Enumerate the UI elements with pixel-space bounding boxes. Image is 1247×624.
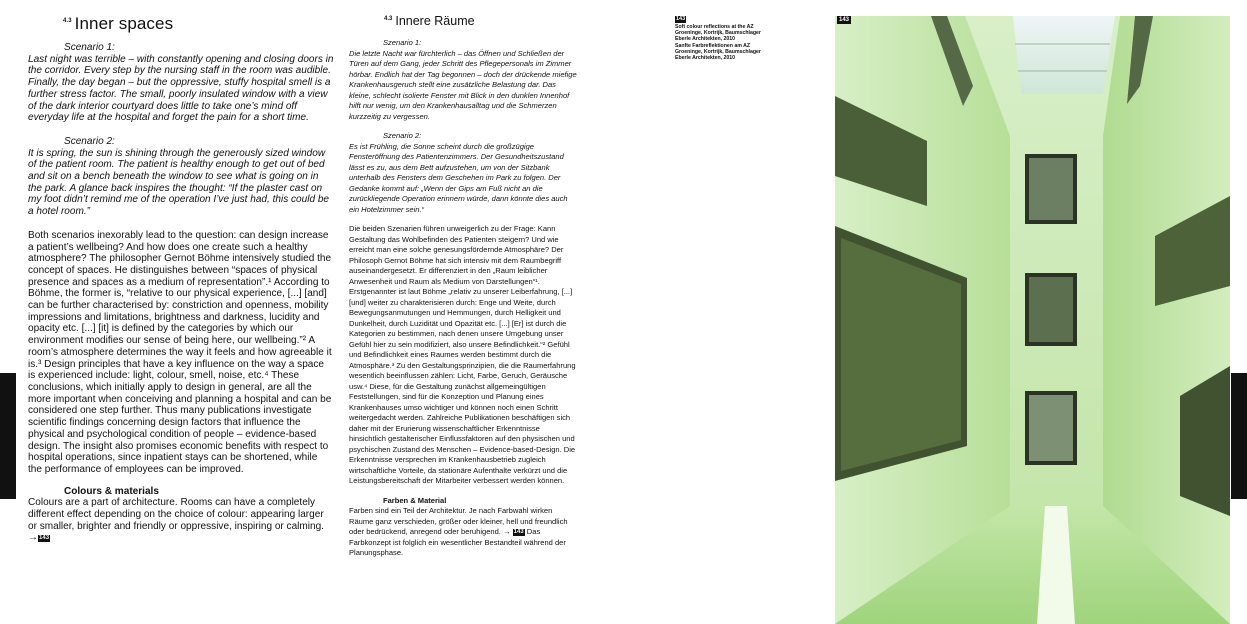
english-subheading: Colours & materials (64, 485, 159, 497)
german-scenario2-text: Es ist Frühling, die Sonne scheint durch die großzügige Fensteröffnung des Patientenzimmers. Der Gesundheitszustand lässt es zu, aus dem Bett aufzustehen, um von der Sitzbank unterhalb des Fensters dem Geschehen im Park zu folgen. Der Gedanke kommt auf: „Wenn der Gips am Fuß nicht an die zurückliegende Operation erinnern würde, dann könnte dies auch ein Hotelzimmer sein.“ (349, 141, 568, 214)
german-scenario2-heading: Szenario 2: (383, 131, 422, 140)
german-colours-text: Farben sind ein Teil der Architektur. Je nach Farbwahl wirken Räume ganz verschieden, größer oder kleiner, hell und freundlich oder bedrückend, anregend oder beruhigend. (349, 506, 568, 536)
atrium-photo (835, 16, 1230, 624)
english-scenario2-text: It is spring, the sun is shining through the generously sized window of the patient room. The patient is healthy enough to get out of bed and sit on a bench beneath the window to see what is going on in the park. A glance back inspires the thought: “If the plaster cast on my foot didn’t remind me of the operation I’ve just had, this could be a hotel room.” (28, 147, 330, 218)
english-scenario1-text: Last night was terrible – with constantly opening and closing doors in the corridor. Every step by the nursing staff in the room was audible. Finally, the day began – but the oppressive, stuffy hospital smell is a further stress factor. The small, poorly insulated window with a view of the dark interior courtyard does little to take one’s mind off everyday life at the hospital and forget the pain for a short time. (28, 53, 334, 124)
german-subheading: Farben & Material (383, 495, 447, 505)
english-figure-ref-arrow: → (28, 532, 39, 544)
photo-figure-number: 143 (839, 17, 850, 23)
caption-figure-number: 143 (676, 16, 686, 22)
english-text-column (28, 42, 334, 544)
english-section-title (63, 14, 173, 34)
german-scenario1-heading: Szenario 1: (383, 38, 422, 47)
english-body-text: Both scenarios inexorably lead to the question: can design increase a patient’s wellbeing? And how does one create such a healthy atmosphere? The philosopher Gernot Böhme intensively studied the concept of spaces. He distinguishes between “spaces of physical presence and spaces as a medium of representation”.¹ According to Böhme, the former is, “relative to our physical experience, [...] [and] can be further characterised by: constriction and openness, mobility impressions and limitations, brightness and darkness, lucidity and opacity etc. [...] [it] is defined by the categories by which our environment modifies our sense of being here, our wellbeing.”² A room’s atmosphere determines the way it feels and how agreeable it is.³ Design principles that have a key influence on the way a space is experienced include: light, colour, smell, noise, etc.⁴ These conclusions, which initially apply to design in general, are all the more important when conceiving and planning a hospital and can be considered one step further. Thus many publications investigate scientific findings concerning design factors that influence the physical and psychological condition of people – evidence-based design. The insight also promises economic benefits with respect to hospital operations, since inpatient stays can be shortened, while the performance of employees can be improved. (28, 229, 332, 475)
caption-english: Soft colour reflections at the AZ Groeninge, Kortrijk, Baumschlager Eberle Architekten, 2010 (675, 24, 761, 43)
english-scenario2-heading: Scenario 2: (64, 135, 115, 147)
german-text-column (349, 38, 577, 559)
english-colours-paragraph (28, 497, 334, 544)
english-scenario1-heading: Scenario 1: (64, 42, 115, 53)
photo-caption (675, 16, 767, 61)
german-body-text: Die beiden Szenarien führen unweigerlich zu der Frage: Kann Gestaltung das Wohlbefinden des Patienten steigern? Und wie erreicht man eine solche genesungsfördernde Atmosphäre? Der Philosoph Gernot Böhme hat sich intensiv mit dem Raumbegriff auseinandergesetzt. Er differenziert in den „Raum leiblicher Anwesenheit und Raum als Medium von Darstellungen“¹. Erstgenannter ist laut Böhme „relativ zu unserer Leiberfahrung, [...] [und] weiter zu charakterisieren durch: Enge und Weite, durch Bewegungsanmutungen und Hemmungen, durch Helligkeit und Dunkelheit, durch Luzidität und Opazität etc. [...] [Er] ist durch die Kategorien zu bestimmen, nach denen unsere Umgebung unser Gefühl hier zu sein modifiziert, also unsere Befindlichkeit.“² Gefühl und Befindlichkeit eines Raumes werden bestimmt durch die Atmosphäre.³ Zu den Gestaltungsprinzipien, die die Raumerfahrung wesentlich beeinflussen zählen: Licht, Farbe, Geruch, Geräusche usw.⁴ Diese, für die Gestaltung zunächst allgemeingültigen Feststellungen, sind für die Konzeption und Planung eines Krankenhauses umso wichtiger und können noch einen Schritt weitergedacht werden. Zahlreiche Publikationen beschäftigen sich daher mit der Erurierung wissenschaftlicher Erkenntnisse hinsichtlich gestalterischer Einflussfaktoren auf den physischen und psychischen Zustand des Menschen – Evidence-based-Design. Die Erkenntnisse versprechen im Krankenhausbetrieb zugleich wirtschaftliche Vorteile, da stationäre Aufenthalte verkürzt und die Leistungsbereitschaft der Mitarbeiter verbessert werden können. (349, 224, 576, 485)
german-colours-text-after: Das Farbkonzept ist folglich ein wesentlicher Bestandteil während der Planungsphase. (349, 527, 566, 557)
german-title-text: Innere Räume (395, 14, 475, 28)
english-figure-ref[interactable]: 143 (39, 535, 50, 542)
atrium-photo-illustration (835, 16, 1230, 624)
german-colours-paragraph (349, 506, 577, 559)
english-section-number: 4.3 (63, 18, 72, 25)
page-edge-tab-right (1231, 373, 1247, 499)
english-colours-text: Colours are a part of architecture. Rooms can have a completely different effect depending on the choice of colour: appearing larger or smaller, brighter and friendly or oppressive, inspiring or calming. (28, 497, 324, 532)
german-scenario1-text: Die letzte Nacht war fürchterlich – das Öffnen und Schließen der Türen auf dem Gang, jeder Schritt des Pflegepersonals im Zimmer hörbar. Endlich hat der Tag begonnen – doch der drückende miefige Krankenhausgeruch stellt eine zusätzliche Belastung dar. Das kleine, schlecht isolierte Fenster mit Blick in den dunklen Innenhof hilft nur wenig, um den Krankenhausalltag und die Schmerzen kurzzeitig zu vergessen. (349, 48, 577, 121)
english-title-text: Inner spaces (74, 14, 174, 33)
german-section-title (384, 14, 475, 28)
german-figure-ref-arrow: → (503, 527, 511, 536)
page-edge-tab-left (0, 373, 16, 499)
german-figure-ref[interactable]: 143 (513, 529, 524, 535)
german-section-number: 4.3 (384, 15, 393, 22)
caption-german: Sanfte Farbreflektionen am AZ Groeninge, Kortrijk, Baumschlager Eberle Architekten, 2010 (675, 42, 761, 62)
